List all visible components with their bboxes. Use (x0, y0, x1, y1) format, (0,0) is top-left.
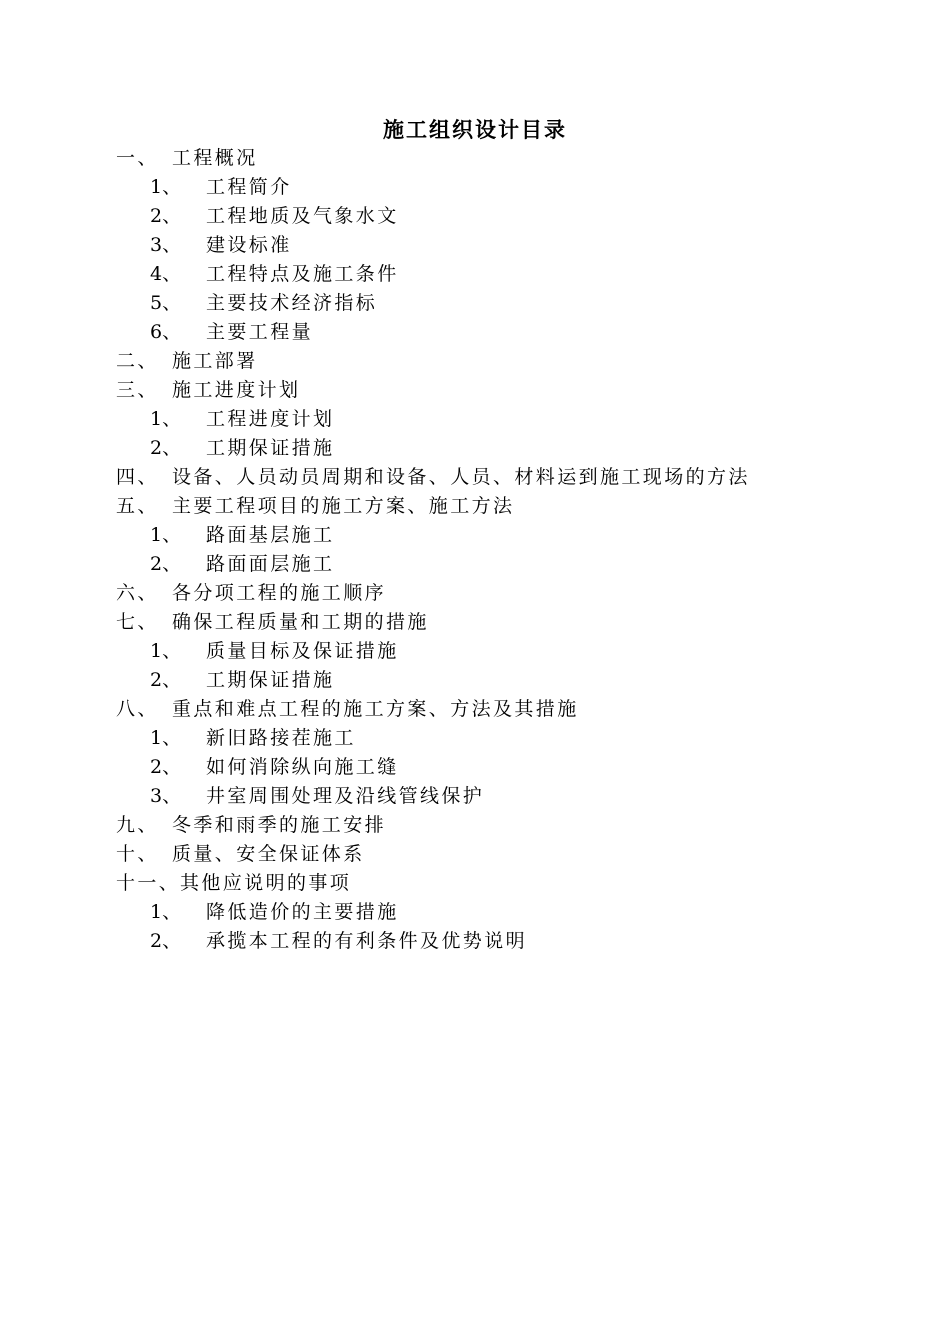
toc-number: 二、 (116, 350, 159, 372)
toc-number: 3、 (150, 234, 182, 256)
toc-entry-text: 工期保证措施 (206, 669, 335, 691)
toc-subsection (0, 405, 950, 434)
toc-subsection (0, 434, 950, 463)
toc-number: 九、 (116, 814, 159, 836)
toc-section (0, 347, 950, 376)
toc-entry-text: 质量、安全保证体系 (172, 843, 365, 865)
toc-subsection (0, 782, 950, 811)
toc-entry-text: 建设标准 (206, 234, 292, 256)
toc-entry-text: 重点和难点工程的施工方案、方法及其措施 (172, 698, 579, 720)
toc-entry-text: 其他应说明的事项 (180, 872, 352, 894)
toc-subsection (0, 898, 950, 927)
toc-number: 五、 (116, 495, 159, 517)
toc-number: 四、 (116, 466, 159, 488)
toc-number: 十、 (116, 843, 159, 865)
toc-entry-text: 确保工程质量和工期的措施 (172, 611, 429, 633)
toc-entry-text: 工期保证措施 (206, 437, 335, 459)
toc-entry-text: 井室周围处理及沿线管线保护 (206, 785, 485, 807)
toc-subsection (0, 753, 950, 782)
toc-number: 1、 (150, 524, 182, 546)
toc-section (0, 376, 950, 405)
toc-number: 1、 (150, 408, 182, 430)
toc-number: 2、 (150, 205, 182, 227)
toc-section (0, 463, 950, 492)
toc-entry-text: 路面面层施工 (206, 553, 335, 575)
toc-subsection (0, 289, 950, 318)
toc-number: 七、 (116, 611, 159, 633)
toc-number: 3、 (150, 785, 182, 807)
toc-entry-text: 如何消除纵向施工缝 (206, 756, 399, 778)
toc-number: 六、 (116, 582, 159, 604)
toc-number: 2、 (150, 669, 182, 691)
toc-number: 2、 (150, 553, 182, 575)
toc-subsection (0, 927, 950, 956)
toc-number: 2、 (150, 756, 182, 778)
toc-number: 2、 (150, 930, 182, 952)
toc-subsection (0, 260, 950, 289)
toc-subsection (0, 231, 950, 260)
toc-number: 八、 (116, 698, 159, 720)
toc-number: 4、 (150, 263, 182, 285)
toc-subsection (0, 724, 950, 753)
toc-entry-text: 新旧路接茬施工 (206, 727, 356, 749)
toc-entry-text: 工程简介 (206, 176, 292, 198)
toc-subsection (0, 666, 950, 695)
toc-entry-text: 施工进度计划 (172, 379, 301, 401)
toc-entry-text: 主要工程量 (206, 321, 314, 343)
toc-section (0, 492, 950, 521)
toc-entry-text: 各分项工程的施工顺序 (172, 582, 387, 604)
toc-section (0, 608, 950, 637)
toc-section (0, 869, 950, 898)
toc-number: 5、 (150, 292, 182, 314)
toc-number: 1、 (150, 727, 182, 749)
toc-entry-text: 施工部署 (172, 350, 258, 372)
toc-entry-text: 主要工程项目的施工方案、施工方法 (172, 495, 515, 517)
toc-entry-text: 工程概况 (172, 147, 258, 169)
toc-entry-text: 工程特点及施工条件 (206, 263, 399, 285)
toc-number: 6、 (150, 321, 182, 343)
toc-subsection (0, 637, 950, 666)
toc-subsection (0, 202, 950, 231)
toc-number: 1、 (150, 901, 182, 923)
toc-subsection (0, 521, 950, 550)
toc-section (0, 811, 950, 840)
toc-entry-text: 降低造价的主要措施 (206, 901, 399, 923)
toc-number: 2、 (150, 437, 182, 459)
toc-section (0, 144, 950, 173)
toc-number: 1、 (150, 176, 182, 198)
toc-entry-text: 承揽本工程的有利条件及优势说明 (206, 930, 528, 952)
toc-section (0, 840, 950, 869)
toc-section (0, 579, 950, 608)
document-title: 施工组织设计目录 (383, 117, 567, 142)
table-of-contents (0, 144, 950, 956)
toc-number: 一、 (116, 147, 159, 169)
toc-entry-text: 工程进度计划 (206, 408, 335, 430)
toc-section (0, 695, 950, 724)
toc-entry-text: 路面基层施工 (206, 524, 335, 546)
toc-subsection (0, 550, 950, 579)
toc-number: 三、 (116, 379, 159, 401)
toc-entry-text: 主要技术经济指标 (206, 292, 378, 314)
toc-subsection (0, 318, 950, 347)
toc-entry-text: 质量目标及保证措施 (206, 640, 399, 662)
toc-entry-text: 冬季和雨季的施工安排 (172, 814, 387, 836)
toc-number: 1、 (150, 640, 182, 662)
toc-entry-text: 设备、人员动员周期和设备、人员、材料运到施工现场的方法 (172, 466, 750, 488)
toc-subsection (0, 173, 950, 202)
toc-number: 十一、 (116, 872, 181, 894)
toc-entry-text: 工程地质及气象水文 (206, 205, 399, 227)
